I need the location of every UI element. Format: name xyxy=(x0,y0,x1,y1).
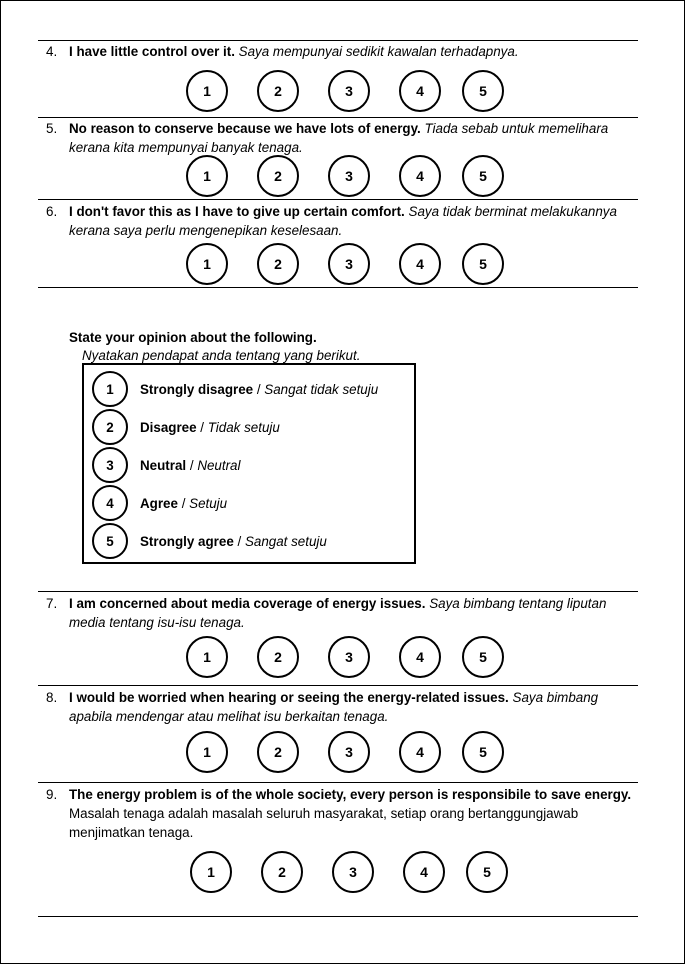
legend-separator: / xyxy=(233,534,245,549)
question-8-text xyxy=(69,688,641,726)
rating-option-1[interactable]: 1 xyxy=(186,70,228,112)
legend-label xyxy=(140,494,227,513)
legend-en: Strongly agree xyxy=(140,534,234,549)
question-9-ms: Masalah tenaga adalah masalah seluruh masyarakat, setiap orang bertanggungjawab menjimatkan tenaga. xyxy=(69,806,579,840)
legend-item xyxy=(92,523,412,559)
rating-option-1[interactable]: 1 xyxy=(186,636,228,678)
rating-option-5[interactable]: 5 xyxy=(462,155,504,197)
instructions-title: State your opinion about the following. xyxy=(69,330,317,345)
rating-option-3[interactable]: 3 xyxy=(328,731,370,773)
legend-separator: / xyxy=(196,420,208,435)
question-5-text xyxy=(69,119,641,157)
rating-legend xyxy=(82,363,416,564)
legend-en: Strongly disagree xyxy=(140,382,254,397)
legend-en: Disagree xyxy=(140,420,197,435)
legend-number: 4 xyxy=(92,485,128,521)
divider xyxy=(38,199,638,200)
rating-option-3[interactable]: 3 xyxy=(328,243,370,285)
question-9-en: The energy problem is of the whole society, every person is responsibile to save energy. xyxy=(69,787,632,802)
question-8-ms: Saya bimbang apabila mendengar atau melihat isu berkaitan tenaga. xyxy=(69,690,599,724)
rating-option-2[interactable]: 2 xyxy=(257,731,299,773)
question-8-scale xyxy=(186,731,508,775)
question-4-en: I have little control over it. xyxy=(69,44,235,59)
question-number: 4. xyxy=(46,44,58,59)
rating-option-3[interactable]: 3 xyxy=(328,636,370,678)
legend-ms: Setuju xyxy=(189,496,228,511)
rating-option-4[interactable]: 4 xyxy=(399,636,441,678)
legend-separator: / xyxy=(177,496,190,511)
legend-number: 3 xyxy=(92,447,128,483)
question-4-scale xyxy=(186,70,508,114)
rating-option-4[interactable]: 4 xyxy=(399,731,441,773)
divider xyxy=(38,916,638,917)
question-number: 6. xyxy=(46,204,58,219)
rating-option-5[interactable]: 5 xyxy=(462,243,504,285)
question-5-en: No reason to conserve because we have lots of energy. xyxy=(69,121,421,136)
legend-ms: Tidak setuju xyxy=(207,420,280,435)
legend-en: Neutral xyxy=(140,458,187,473)
rating-option-3[interactable]: 3 xyxy=(332,851,374,893)
legend-number: 2 xyxy=(92,409,128,445)
question-7-en: I am concerned about media coverage of energy issues. xyxy=(69,596,426,611)
divider xyxy=(38,40,638,41)
rating-option-4[interactable]: 4 xyxy=(399,243,441,285)
question-6-ms: Saya tidak berminat melakukannya kerana saya perlu mengenepikan keselesaan. xyxy=(69,204,617,238)
rating-option-3[interactable]: 3 xyxy=(328,70,370,112)
question-number: 9. xyxy=(46,787,58,802)
legend-ms: Sangat setuju xyxy=(244,534,327,549)
rating-option-2[interactable]: 2 xyxy=(257,155,299,197)
legend-label xyxy=(140,456,240,475)
rating-option-2[interactable]: 2 xyxy=(257,243,299,285)
question-8-en: I would be worried when hearing or seeing the energy-related issues. xyxy=(69,690,509,705)
legend-separator: / xyxy=(253,382,265,397)
rating-option-5[interactable]: 5 xyxy=(466,851,508,893)
legend-item xyxy=(92,409,412,445)
question-4-text xyxy=(69,42,641,61)
question-number: 8. xyxy=(46,690,58,705)
rating-option-1[interactable]: 1 xyxy=(186,731,228,773)
question-number: 7. xyxy=(46,596,58,611)
legend-number: 1 xyxy=(92,371,128,407)
question-6-en: I don't favor this as I have to give up certain comfort. xyxy=(69,204,405,219)
question-7-text xyxy=(69,594,641,632)
rating-option-5[interactable]: 5 xyxy=(462,636,504,678)
divider xyxy=(38,117,638,118)
legend-ms: Sangat tidak setuju xyxy=(264,382,379,397)
rating-option-5[interactable]: 5 xyxy=(462,70,504,112)
legend-label xyxy=(140,380,378,399)
instructions-subtitle: Nyatakan pendapat anda tentang yang berikut. xyxy=(82,348,361,363)
rating-option-2[interactable]: 2 xyxy=(257,70,299,112)
question-9-text xyxy=(69,785,641,842)
rating-option-4[interactable]: 4 xyxy=(399,155,441,197)
question-4-ms: Saya mempunyai sedikit kawalan terhadapnya. xyxy=(238,44,519,59)
rating-option-2[interactable]: 2 xyxy=(261,851,303,893)
question-6-scale xyxy=(186,243,508,287)
rating-option-4[interactable]: 4 xyxy=(403,851,445,893)
divider xyxy=(38,782,638,783)
legend-label xyxy=(140,532,327,551)
legend-item xyxy=(92,485,412,521)
divider xyxy=(38,685,638,686)
rating-option-1[interactable]: 1 xyxy=(186,155,228,197)
legend-en: Agree xyxy=(140,496,178,511)
legend-label xyxy=(140,418,280,437)
legend-item xyxy=(92,447,412,483)
question-5-ms: Tiada sebab untuk memelihara kerana kita mempunyai banyak tenaga. xyxy=(69,121,609,155)
question-7-scale xyxy=(186,636,508,680)
question-7-ms: Saya bimbang tentang liputan media tentang isu-isu tenaga. xyxy=(69,596,607,630)
rating-option-4[interactable]: 4 xyxy=(399,70,441,112)
legend-item xyxy=(92,371,412,407)
question-6-text xyxy=(69,202,641,240)
legend-ms: Neutral xyxy=(197,458,241,473)
rating-option-1[interactable]: 1 xyxy=(190,851,232,893)
question-number: 5. xyxy=(46,121,58,136)
legend-separator: / xyxy=(186,458,198,473)
rating-option-1[interactable]: 1 xyxy=(186,243,228,285)
question-5-scale xyxy=(186,155,508,199)
divider xyxy=(38,287,638,288)
divider xyxy=(38,591,638,592)
rating-option-5[interactable]: 5 xyxy=(462,731,504,773)
rating-option-2[interactable]: 2 xyxy=(257,636,299,678)
question-9-scale xyxy=(190,851,512,895)
rating-option-3[interactable]: 3 xyxy=(328,155,370,197)
legend-number: 5 xyxy=(92,523,128,559)
